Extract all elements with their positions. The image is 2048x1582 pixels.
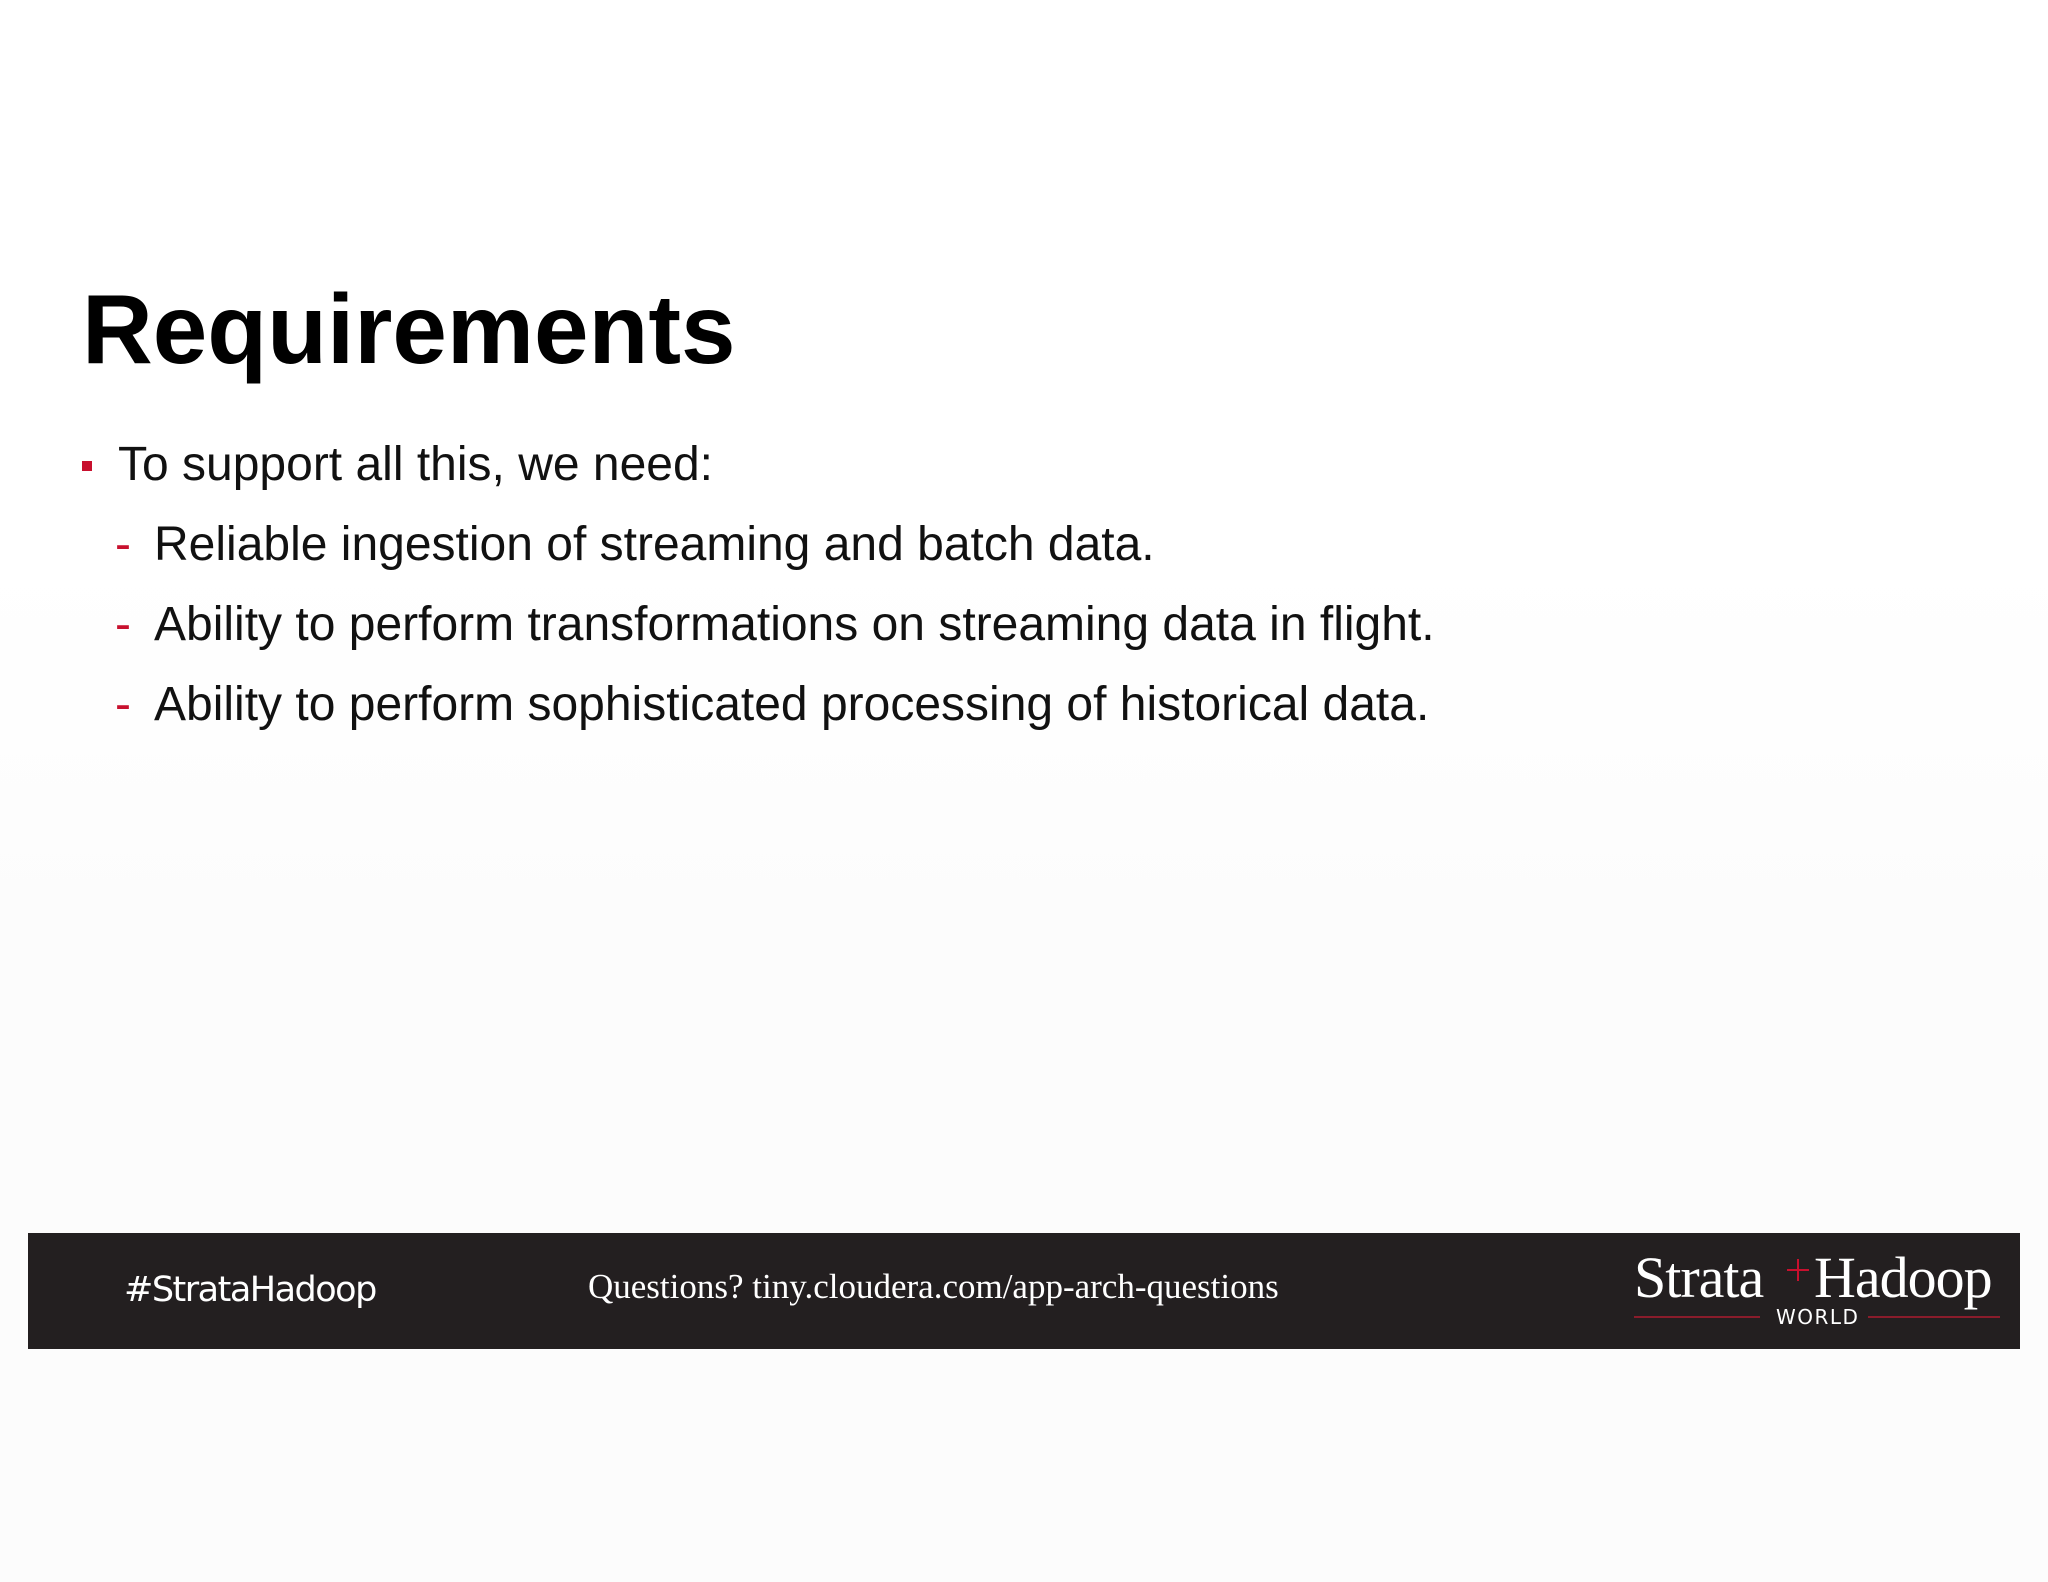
sub-bullet-text: Ability to perform sophisticated processing of historical data. — [154, 678, 1430, 731]
dash-bullet-icon: - — [115, 518, 131, 571]
bullet-text: To support all this, we need: — [118, 438, 714, 491]
logo-rule-left — [1634, 1316, 1760, 1318]
plus-icon — [1787, 1259, 1809, 1281]
sub-bullet-text: Ability to perform transformations on streaming data in flight. — [154, 598, 1435, 651]
footer-bar — [28, 1233, 2020, 1349]
dash-bullet-icon: - — [115, 678, 131, 731]
logo-word-hadoop: Hadoop — [1814, 1245, 1992, 1310]
sub-bullet-item — [82, 585, 1982, 665]
bullet-list — [82, 425, 1982, 745]
footer-questions-link: Questions? tiny.cloudera.com/app-arch-questions — [588, 1267, 1279, 1306]
sub-bullet-item — [82, 665, 1982, 745]
bullet-item — [82, 425, 1982, 505]
logo-subtitle: WORLD — [1776, 1305, 1860, 1329]
strata-hadoop-world-logo — [1604, 1245, 2004, 1335]
sub-bullet-item — [82, 505, 1982, 585]
dash-bullet-icon: - — [115, 598, 131, 651]
slide-title: Requirements — [82, 274, 736, 384]
logo-word-strata: Strata — [1634, 1245, 1764, 1310]
sub-bullet-text: Reliable ingestion of streaming and batch data. — [154, 518, 1155, 571]
footer-hashtag: #StrataHadoop — [124, 1270, 376, 1310]
logo-rule-right — [1868, 1316, 2000, 1318]
square-bullet-icon — [82, 461, 92, 471]
